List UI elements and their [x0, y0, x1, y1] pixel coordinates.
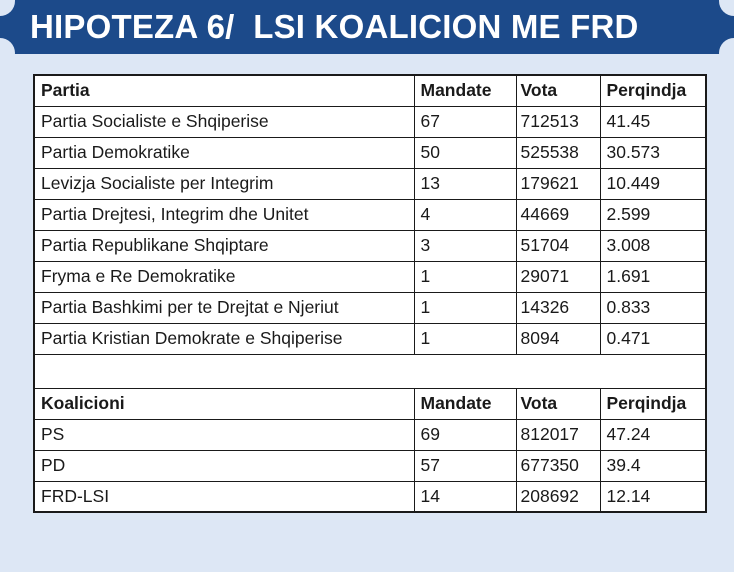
- party-votes: 51704: [516, 230, 600, 261]
- header-mandate: Mandate: [414, 388, 516, 419]
- party-votes: 14326: [516, 292, 600, 323]
- table-row: [34, 199, 706, 230]
- party-mandate: 50: [414, 137, 516, 168]
- party-votes: 179621: [516, 168, 600, 199]
- party-name: Partia Bashkimi per te Drejtat e Njeriut: [34, 292, 414, 323]
- party-name: Partia Republikane Shqiptare: [34, 230, 414, 261]
- header-vota: Vota: [516, 75, 600, 106]
- party-mandate: 4: [414, 199, 516, 230]
- party-name: Partia Drejtesi, Integrim dhe Unitet: [34, 199, 414, 230]
- coalition-votes: 677350: [516, 450, 600, 481]
- party-percentage: 10.449: [600, 168, 706, 199]
- coalition-percentage: 12.14: [600, 481, 706, 512]
- coalition-mandate: 57: [414, 450, 516, 481]
- header-partia: Partia: [34, 75, 414, 106]
- header-perqindja: Perqindja: [600, 388, 706, 419]
- table-row: [34, 168, 706, 199]
- page-title: HIPOTEZA 6/ LSI KOALICION ME FRD: [30, 8, 639, 45]
- party-percentage: 1.691: [600, 261, 706, 292]
- party-percentage: 41.45: [600, 106, 706, 137]
- party-votes: 712513: [516, 106, 600, 137]
- header-vota: Vota: [516, 388, 600, 419]
- party-name: Levizja Socialiste per Integrim: [34, 168, 414, 199]
- party-name: Fryma e Re Demokratike: [34, 261, 414, 292]
- coalitions-header-row: [34, 388, 706, 419]
- table-row: [34, 292, 706, 323]
- table-row: [34, 450, 706, 481]
- party-percentage: 3.008: [600, 230, 706, 261]
- header-mandate: Mandate: [414, 75, 516, 106]
- coalition-name: PD: [34, 450, 414, 481]
- table-row: [34, 106, 706, 137]
- title-banner: [0, 0, 734, 54]
- banner-notch-left-top: [0, 0, 15, 16]
- table-row: [34, 323, 706, 354]
- spacer-cell: [34, 354, 706, 388]
- party-mandate: 1: [414, 292, 516, 323]
- party-votes: 44669: [516, 199, 600, 230]
- table-row: [34, 419, 706, 450]
- coalition-percentage: 39.4: [600, 450, 706, 481]
- party-percentage: 0.471: [600, 323, 706, 354]
- table-row: [34, 230, 706, 261]
- party-percentage: 30.573: [600, 137, 706, 168]
- party-name: Partia Demokratike: [34, 137, 414, 168]
- coalition-votes: 812017: [516, 419, 600, 450]
- banner-notch-left-bottom: [0, 38, 15, 68]
- parties-header-row: [34, 75, 706, 106]
- party-percentage: 0.833: [600, 292, 706, 323]
- party-votes: 8094: [516, 323, 600, 354]
- party-mandate: 67: [414, 106, 516, 137]
- table-row: [34, 481, 706, 512]
- coalition-votes: 208692: [516, 481, 600, 512]
- header-perqindja: Perqindja: [600, 75, 706, 106]
- coalition-mandate: 69: [414, 419, 516, 450]
- party-name: Partia Kristian Demokrate e Shqiperise: [34, 323, 414, 354]
- party-mandate: 1: [414, 323, 516, 354]
- party-votes: 29071: [516, 261, 600, 292]
- party-name: Partia Socialiste e Shqiperise: [34, 106, 414, 137]
- coalition-mandate: 14: [414, 481, 516, 512]
- party-mandate: 1: [414, 261, 516, 292]
- table-row: [34, 261, 706, 292]
- coalition-name: PS: [34, 419, 414, 450]
- coalition-name: FRD-LSI: [34, 481, 414, 512]
- spacer-row: [34, 354, 706, 388]
- table-row: [34, 137, 706, 168]
- party-mandate: 3: [414, 230, 516, 261]
- results-table-container: [33, 74, 707, 513]
- results-table: [33, 74, 707, 513]
- party-votes: 525538: [516, 137, 600, 168]
- banner-notch-right-bottom: [719, 38, 734, 68]
- header-koalicioni: Koalicioni: [34, 388, 414, 419]
- coalition-percentage: 47.24: [600, 419, 706, 450]
- banner-notch-right-top: [719, 0, 734, 16]
- party-mandate: 13: [414, 168, 516, 199]
- party-percentage: 2.599: [600, 199, 706, 230]
